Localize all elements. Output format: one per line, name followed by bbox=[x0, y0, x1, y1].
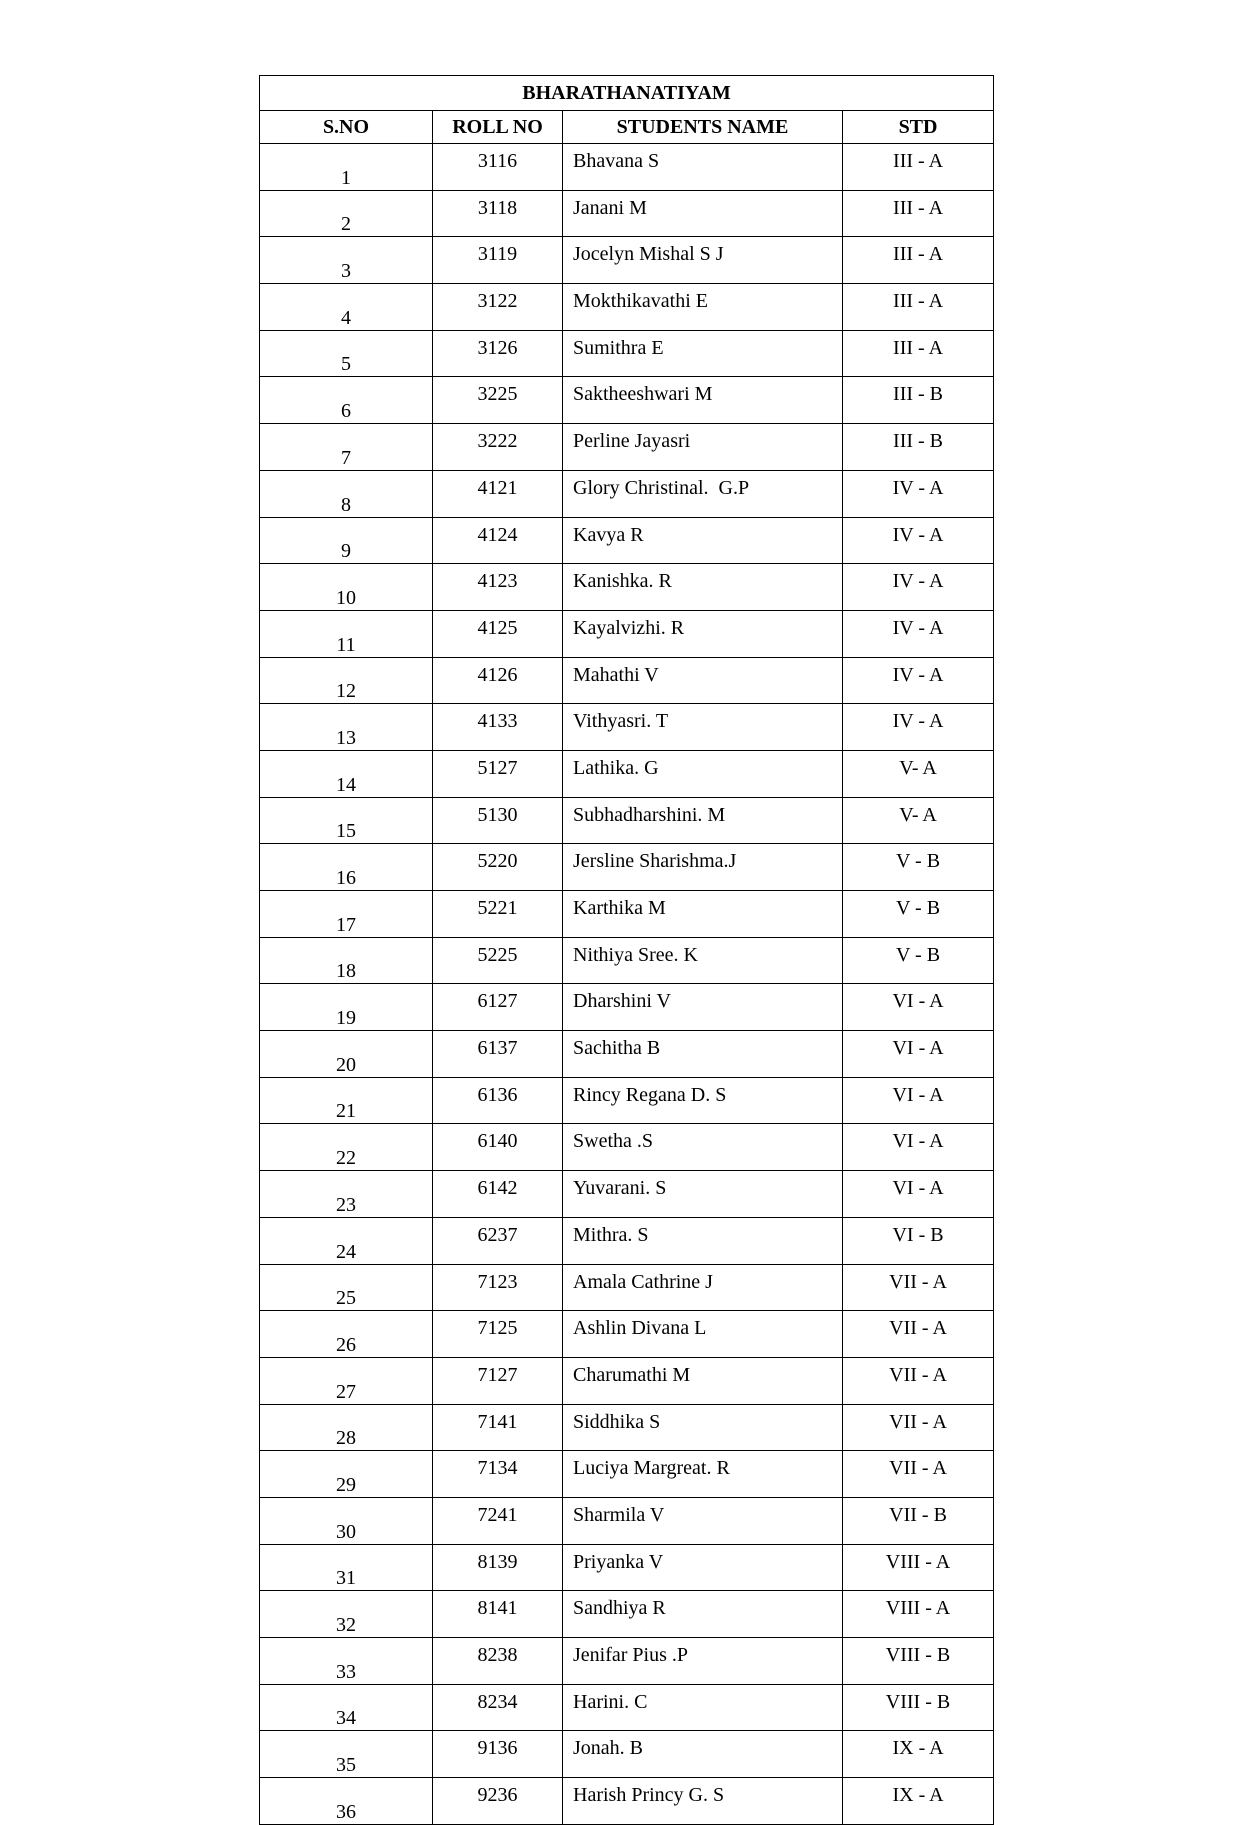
sno-cell: 24 bbox=[260, 1217, 433, 1264]
sno-cell: 12 bbox=[260, 657, 433, 704]
roll-no-cell: 9136 bbox=[433, 1731, 563, 1778]
std-cell: VI - A bbox=[843, 1124, 994, 1171]
std-cell: VII - A bbox=[843, 1357, 994, 1404]
sno-cell: 21 bbox=[260, 1077, 433, 1124]
student-name-cell: Saktheeshwari M bbox=[563, 377, 843, 424]
sno-cell: 31 bbox=[260, 1544, 433, 1591]
roll-no-cell: 4133 bbox=[433, 704, 563, 751]
student-name-cell: Jonah. B bbox=[563, 1731, 843, 1778]
std-cell: V - B bbox=[843, 937, 994, 984]
roll-no-cell: 5220 bbox=[433, 844, 563, 891]
sno-cell: 13 bbox=[260, 704, 433, 751]
sno-cell: 14 bbox=[260, 750, 433, 797]
std-cell: III - B bbox=[843, 424, 994, 471]
roll-no-cell: 4121 bbox=[433, 470, 563, 517]
roll-no-cell: 7241 bbox=[433, 1497, 563, 1544]
student-name-cell: Bhavana S bbox=[563, 144, 843, 191]
student-name-cell: Jersline Sharishma.J bbox=[563, 844, 843, 891]
header-row bbox=[260, 111, 994, 144]
student-name-cell: Sandhiya R bbox=[563, 1591, 843, 1638]
sno-cell: 22 bbox=[260, 1124, 433, 1171]
roll-no-cell: 8234 bbox=[433, 1684, 563, 1731]
std-cell: VI - A bbox=[843, 984, 994, 1031]
roll-no-cell: 3126 bbox=[433, 330, 563, 377]
table-row bbox=[260, 844, 994, 891]
student-name-cell: Perline Jayasri bbox=[563, 424, 843, 471]
table-row bbox=[260, 1031, 994, 1078]
sno-cell: 33 bbox=[260, 1638, 433, 1685]
table-row bbox=[260, 1731, 994, 1778]
roll-no-cell: 6237 bbox=[433, 1217, 563, 1264]
roll-no-cell: 8139 bbox=[433, 1544, 563, 1591]
sno-cell: 4 bbox=[260, 284, 433, 331]
std-cell: VII - A bbox=[843, 1264, 994, 1311]
student-name-cell: Nithiya Sree. K bbox=[563, 937, 843, 984]
roll-no-cell: 7134 bbox=[433, 1451, 563, 1498]
roll-no-cell: 4126 bbox=[433, 657, 563, 704]
table-row bbox=[260, 470, 994, 517]
std-cell: IV - A bbox=[843, 704, 994, 751]
title-row bbox=[260, 76, 994, 111]
std-cell: III - B bbox=[843, 377, 994, 424]
student-name-cell: Vithyasri. T bbox=[563, 704, 843, 751]
sno-cell: 16 bbox=[260, 844, 433, 891]
student-name-cell: Sharmila V bbox=[563, 1497, 843, 1544]
std-cell: IV - A bbox=[843, 470, 994, 517]
student-name-cell: Kanishka. R bbox=[563, 564, 843, 611]
std-cell: IV - A bbox=[843, 517, 994, 564]
std-cell: VI - A bbox=[843, 1077, 994, 1124]
std-cell: VII - A bbox=[843, 1311, 994, 1358]
table-row bbox=[260, 1591, 994, 1638]
table-title: BHARATHANATIYAM bbox=[260, 76, 994, 111]
table-row bbox=[260, 1124, 994, 1171]
roll-no-cell: 5221 bbox=[433, 891, 563, 938]
table-row bbox=[260, 1684, 994, 1731]
std-cell: III - A bbox=[843, 144, 994, 191]
column-header-std: STD bbox=[843, 111, 994, 144]
student-name-cell: Karthika M bbox=[563, 891, 843, 938]
std-cell: VII - A bbox=[843, 1404, 994, 1451]
sno-cell: 7 bbox=[260, 424, 433, 471]
student-name-cell: Jenifar Pius .P bbox=[563, 1638, 843, 1685]
sno-cell: 25 bbox=[260, 1264, 433, 1311]
table-body bbox=[260, 144, 994, 1825]
student-name-cell: Dharshini V bbox=[563, 984, 843, 1031]
student-name-cell: Amala Cathrine J bbox=[563, 1264, 843, 1311]
table-row bbox=[260, 1638, 994, 1685]
roll-no-cell: 5127 bbox=[433, 750, 563, 797]
std-cell: VII - A bbox=[843, 1451, 994, 1498]
std-cell: VI - B bbox=[843, 1217, 994, 1264]
roll-no-cell: 4124 bbox=[433, 517, 563, 564]
std-cell: VI - A bbox=[843, 1171, 994, 1218]
table-row bbox=[260, 517, 994, 564]
std-cell: VII - B bbox=[843, 1497, 994, 1544]
sno-cell: 32 bbox=[260, 1591, 433, 1638]
student-name-cell: Swetha .S bbox=[563, 1124, 843, 1171]
table-row bbox=[260, 657, 994, 704]
table-row bbox=[260, 1404, 994, 1451]
roll-no-cell: 3122 bbox=[433, 284, 563, 331]
std-cell: VI - A bbox=[843, 1031, 994, 1078]
roll-no-cell: 5225 bbox=[433, 937, 563, 984]
table-row bbox=[260, 1357, 994, 1404]
roll-no-cell: 4123 bbox=[433, 564, 563, 611]
std-cell: V- A bbox=[843, 797, 994, 844]
table-row bbox=[260, 564, 994, 611]
sno-cell: 9 bbox=[260, 517, 433, 564]
roll-no-cell: 9236 bbox=[433, 1778, 563, 1825]
roll-no-cell: 8141 bbox=[433, 1591, 563, 1638]
roll-no-cell: 3118 bbox=[433, 190, 563, 237]
sno-cell: 27 bbox=[260, 1357, 433, 1404]
table-row bbox=[260, 1077, 994, 1124]
roll-no-cell: 6137 bbox=[433, 1031, 563, 1078]
table-row bbox=[260, 704, 994, 751]
table-row bbox=[260, 190, 994, 237]
std-cell: IX - A bbox=[843, 1731, 994, 1778]
student-name-cell: Lathika. G bbox=[563, 750, 843, 797]
table-row bbox=[260, 1217, 994, 1264]
table-row bbox=[260, 284, 994, 331]
std-cell: III - A bbox=[843, 190, 994, 237]
student-roster-table bbox=[259, 75, 994, 1825]
student-name-cell: Ashlin Divana L bbox=[563, 1311, 843, 1358]
student-name-cell: Siddhika S bbox=[563, 1404, 843, 1451]
std-cell: IV - A bbox=[843, 564, 994, 611]
table-row bbox=[260, 424, 994, 471]
roll-no-cell: 3116 bbox=[433, 144, 563, 191]
sno-cell: 18 bbox=[260, 937, 433, 984]
student-name-cell: Charumathi M bbox=[563, 1357, 843, 1404]
student-name-cell: Harish Princy G. S bbox=[563, 1778, 843, 1825]
roll-no-cell: 4125 bbox=[433, 610, 563, 657]
sno-cell: 5 bbox=[260, 330, 433, 377]
std-cell: IV - A bbox=[843, 610, 994, 657]
table-row bbox=[260, 1171, 994, 1218]
roll-no-cell: 5130 bbox=[433, 797, 563, 844]
student-name-cell: Mithra. S bbox=[563, 1217, 843, 1264]
roll-no-cell: 6127 bbox=[433, 984, 563, 1031]
student-name-cell: Yuvarani. S bbox=[563, 1171, 843, 1218]
table-row bbox=[260, 937, 994, 984]
sno-cell: 30 bbox=[260, 1497, 433, 1544]
roll-no-cell: 6142 bbox=[433, 1171, 563, 1218]
table-row bbox=[260, 984, 994, 1031]
sno-cell: 20 bbox=[260, 1031, 433, 1078]
sno-cell: 29 bbox=[260, 1451, 433, 1498]
std-cell: III - A bbox=[843, 284, 994, 331]
student-name-cell: Kayalvizhi. R bbox=[563, 610, 843, 657]
std-cell: IV - A bbox=[843, 657, 994, 704]
std-cell: V - B bbox=[843, 891, 994, 938]
table-row bbox=[260, 1778, 994, 1825]
sno-cell: 34 bbox=[260, 1684, 433, 1731]
std-cell: V - B bbox=[843, 844, 994, 891]
roll-no-cell: 7123 bbox=[433, 1264, 563, 1311]
table-row bbox=[260, 1497, 994, 1544]
roll-no-cell: 3225 bbox=[433, 377, 563, 424]
sno-cell: 1 bbox=[260, 144, 433, 191]
student-name-cell: Harini. C bbox=[563, 1684, 843, 1731]
sno-cell: 23 bbox=[260, 1171, 433, 1218]
student-name-cell: Mahathi V bbox=[563, 657, 843, 704]
table-row bbox=[260, 750, 994, 797]
table-row bbox=[260, 1264, 994, 1311]
sno-cell: 6 bbox=[260, 377, 433, 424]
sno-cell: 28 bbox=[260, 1404, 433, 1451]
student-name-cell: Luciya Margreat. R bbox=[563, 1451, 843, 1498]
table-row bbox=[260, 891, 994, 938]
sno-cell: 35 bbox=[260, 1731, 433, 1778]
sno-cell: 26 bbox=[260, 1311, 433, 1358]
student-name-cell: Glory Christinal. G.P bbox=[563, 470, 843, 517]
table-row bbox=[260, 237, 994, 284]
roll-no-cell: 3119 bbox=[433, 237, 563, 284]
table-row bbox=[260, 330, 994, 377]
student-name-cell: Rincy Regana D. S bbox=[563, 1077, 843, 1124]
student-name-cell: Janani M bbox=[563, 190, 843, 237]
roll-no-cell: 6136 bbox=[433, 1077, 563, 1124]
std-cell: III - A bbox=[843, 330, 994, 377]
roll-no-cell: 7141 bbox=[433, 1404, 563, 1451]
table-row bbox=[260, 797, 994, 844]
column-header-sno: S.NO bbox=[260, 111, 433, 144]
student-name-cell: Subhadharshini. M bbox=[563, 797, 843, 844]
roll-no-cell: 7127 bbox=[433, 1357, 563, 1404]
sno-cell: 11 bbox=[260, 610, 433, 657]
column-header-roll-no: ROLL NO bbox=[433, 111, 563, 144]
student-name-cell: Mokthikavathi E bbox=[563, 284, 843, 331]
student-name-cell: Kavya R bbox=[563, 517, 843, 564]
sno-cell: 8 bbox=[260, 470, 433, 517]
sno-cell: 17 bbox=[260, 891, 433, 938]
table-row bbox=[260, 1311, 994, 1358]
std-cell: VIII - B bbox=[843, 1684, 994, 1731]
roll-no-cell: 6140 bbox=[433, 1124, 563, 1171]
std-cell: VIII - A bbox=[843, 1591, 994, 1638]
sno-cell: 19 bbox=[260, 984, 433, 1031]
table-row bbox=[260, 1451, 994, 1498]
student-name-cell: Jocelyn Mishal S J bbox=[563, 237, 843, 284]
roll-no-cell: 3222 bbox=[433, 424, 563, 471]
sno-cell: 36 bbox=[260, 1778, 433, 1825]
std-cell: III - A bbox=[843, 237, 994, 284]
std-cell: V- A bbox=[843, 750, 994, 797]
table-row bbox=[260, 377, 994, 424]
std-cell: VIII - A bbox=[843, 1544, 994, 1591]
student-name-cell: Sumithra E bbox=[563, 330, 843, 377]
roll-no-cell: 8238 bbox=[433, 1638, 563, 1685]
student-name-cell: Priyanka V bbox=[563, 1544, 843, 1591]
table-row bbox=[260, 610, 994, 657]
student-name-cell: Sachitha B bbox=[563, 1031, 843, 1078]
sno-cell: 10 bbox=[260, 564, 433, 611]
std-cell: IX - A bbox=[843, 1778, 994, 1825]
table-row bbox=[260, 1544, 994, 1591]
roll-no-cell: 7125 bbox=[433, 1311, 563, 1358]
sno-cell: 3 bbox=[260, 237, 433, 284]
sno-cell: 15 bbox=[260, 797, 433, 844]
document-page bbox=[259, 75, 993, 1825]
std-cell: VIII - B bbox=[843, 1638, 994, 1685]
column-header-students-name: STUDENTS NAME bbox=[563, 111, 843, 144]
table-row bbox=[260, 144, 994, 191]
sno-cell: 2 bbox=[260, 190, 433, 237]
